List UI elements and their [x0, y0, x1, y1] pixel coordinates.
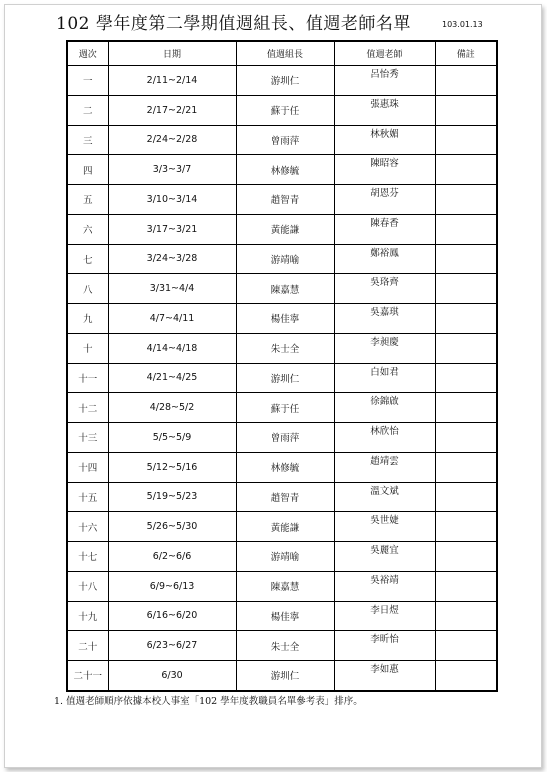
cell-teacher: 李昕怡	[334, 631, 435, 661]
cell-date: 3/31~4/4	[108, 274, 236, 304]
cell-teacher: 李如惠	[334, 661, 435, 691]
cell-note	[435, 244, 497, 274]
cell-date: 3/10~3/14	[108, 185, 236, 215]
cell-leader: 趙智青	[236, 482, 334, 512]
cell-date: 5/19~5/23	[108, 482, 236, 512]
cell-note	[435, 363, 497, 393]
cell-leader: 趙智青	[236, 185, 334, 215]
table-row	[67, 214, 497, 244]
cell-note	[435, 482, 497, 512]
cell-week: 十三	[67, 423, 108, 453]
cell-leader: 游圳仁	[236, 661, 334, 691]
cell-teacher: 李日煜	[334, 601, 435, 631]
cell-leader: 楊佳寧	[236, 304, 334, 334]
cell-date: 4/7~4/11	[108, 304, 236, 334]
cell-teacher: 陳春香	[334, 214, 435, 244]
table-row	[67, 274, 497, 304]
cell-date: 2/17~2/21	[108, 95, 236, 125]
cell-teacher: 溫文斌	[334, 482, 435, 512]
table-row	[67, 66, 497, 96]
cell-teacher: 林秋媚	[334, 125, 435, 155]
cell-teacher: 林欣怡	[334, 423, 435, 453]
table-header-row	[67, 41, 497, 66]
cell-date: 4/28~5/2	[108, 393, 236, 423]
document-title: 102 學年度第二學期值週組長、值週老師名單	[56, 14, 411, 34]
cell-date: 6/30	[108, 661, 236, 691]
header-teacher: 值週老師	[334, 41, 435, 66]
cell-note	[435, 452, 497, 482]
cell-week: 四	[67, 155, 108, 185]
cell-leader: 游圳仁	[236, 66, 334, 96]
cell-date: 4/21~4/25	[108, 363, 236, 393]
header	[56, 9, 496, 37]
cell-note	[435, 423, 497, 453]
cell-teacher: 吳世婕	[334, 512, 435, 542]
cell-date: 6/2~6/6	[108, 542, 236, 572]
cell-teacher: 白如君	[334, 363, 435, 393]
cell-date: 2/11~2/14	[108, 66, 236, 96]
header-date: 日期	[108, 41, 236, 66]
cell-week: 六	[67, 214, 108, 244]
cell-leader: 黃能謙	[236, 214, 334, 244]
cell-week: 十四	[67, 452, 108, 482]
table-row	[67, 125, 497, 155]
table-row	[67, 601, 497, 631]
cell-note	[435, 185, 497, 215]
table-body	[67, 66, 497, 691]
cell-note	[435, 304, 497, 334]
cell-week: 二十一	[67, 661, 108, 691]
cell-date: 2/24~2/28	[108, 125, 236, 155]
header-leader: 值週組長	[236, 41, 334, 66]
cell-date: 6/16~6/20	[108, 601, 236, 631]
cell-week: 八	[67, 274, 108, 304]
cell-note	[435, 542, 497, 572]
table-row	[67, 155, 497, 185]
cell-teacher: 趙靖雲	[334, 452, 435, 482]
cell-week: 五	[67, 185, 108, 215]
cell-leader: 陳嘉慧	[236, 274, 334, 304]
cell-teacher: 陳昭容	[334, 155, 435, 185]
cell-date: 3/24~3/28	[108, 244, 236, 274]
cell-week: 十六	[67, 512, 108, 542]
cell-leader: 楊佳寧	[236, 601, 334, 631]
document-date: 103.01.13	[442, 20, 483, 29]
cell-leader: 曾雨萍	[236, 125, 334, 155]
cell-note	[435, 95, 497, 125]
cell-date: 5/5~5/9	[108, 423, 236, 453]
cell-note	[435, 661, 497, 691]
cell-week: 十	[67, 333, 108, 363]
cell-leader: 林修毓	[236, 155, 334, 185]
cell-note	[435, 601, 497, 631]
cell-note	[435, 333, 497, 363]
cell-note	[435, 66, 497, 96]
cell-date: 3/17~3/21	[108, 214, 236, 244]
cell-date: 6/23~6/27	[108, 631, 236, 661]
cell-leader: 黃能謙	[236, 512, 334, 542]
cell-date: 5/12~5/16	[108, 452, 236, 482]
duty-roster-table	[66, 40, 498, 692]
table-row	[67, 185, 497, 215]
cell-week: 十七	[67, 542, 108, 572]
cell-leader: 陳嘉慧	[236, 571, 334, 601]
cell-teacher: 張惠珠	[334, 95, 435, 125]
cell-note	[435, 155, 497, 185]
cell-date: 6/9~6/13	[108, 571, 236, 601]
cell-week: 十二	[67, 393, 108, 423]
cell-teacher: 胡恩芬	[334, 185, 435, 215]
cell-week: 十八	[67, 571, 108, 601]
cell-date: 4/14~4/18	[108, 333, 236, 363]
table-row	[67, 244, 497, 274]
cell-week: 十九	[67, 601, 108, 631]
cell-leader: 朱士全	[236, 333, 334, 363]
cell-leader: 朱士全	[236, 631, 334, 661]
cell-teacher: 吳麗宜	[334, 542, 435, 572]
table-row	[67, 482, 497, 512]
table-row	[67, 631, 497, 661]
table-row	[67, 333, 497, 363]
footnote: 1. 值週老師順序依據本校人事室「102 學年度教職員名單參考表」排序。	[54, 696, 363, 707]
cell-note	[435, 512, 497, 542]
table-row	[67, 304, 497, 334]
cell-note	[435, 214, 497, 244]
cell-date: 3/3~3/7	[108, 155, 236, 185]
cell-week: 七	[67, 244, 108, 274]
table-row	[67, 95, 497, 125]
cell-leader: 蘇于任	[236, 95, 334, 125]
cell-teacher: 李昶慶	[334, 333, 435, 363]
table-row	[67, 363, 497, 393]
cell-leader: 游靖喻	[236, 542, 334, 572]
cell-teacher: 吳裕靖	[334, 571, 435, 601]
cell-note	[435, 274, 497, 304]
table-row	[67, 452, 497, 482]
cell-note	[435, 631, 497, 661]
table-row	[67, 661, 497, 691]
cell-leader: 蘇于任	[236, 393, 334, 423]
cell-note	[435, 393, 497, 423]
cell-date: 5/26~5/30	[108, 512, 236, 542]
cell-week: 一	[67, 66, 108, 96]
cell-week: 二十	[67, 631, 108, 661]
table-row	[67, 571, 497, 601]
cell-week: 九	[67, 304, 108, 334]
table-row	[67, 423, 497, 453]
cell-week: 十五	[67, 482, 108, 512]
cell-teacher: 鄭裕鳳	[334, 244, 435, 274]
cell-leader: 曾雨萍	[236, 423, 334, 453]
cell-teacher: 呂怡秀	[334, 66, 435, 96]
table-row	[67, 512, 497, 542]
cell-leader: 游圳仁	[236, 363, 334, 393]
cell-week: 三	[67, 125, 108, 155]
header-note: 備註	[435, 41, 497, 66]
cell-teacher: 徐錦啟	[334, 393, 435, 423]
cell-leader: 林修毓	[236, 452, 334, 482]
cell-leader: 游靖喻	[236, 244, 334, 274]
table-row	[67, 542, 497, 572]
cell-note	[435, 571, 497, 601]
cell-note	[435, 125, 497, 155]
cell-teacher: 吳珞齊	[334, 274, 435, 304]
cell-teacher: 吳嘉琪	[334, 304, 435, 334]
header-week: 週次	[67, 41, 108, 66]
cell-week: 二	[67, 95, 108, 125]
table-row	[67, 393, 497, 423]
cell-week: 十一	[67, 363, 108, 393]
